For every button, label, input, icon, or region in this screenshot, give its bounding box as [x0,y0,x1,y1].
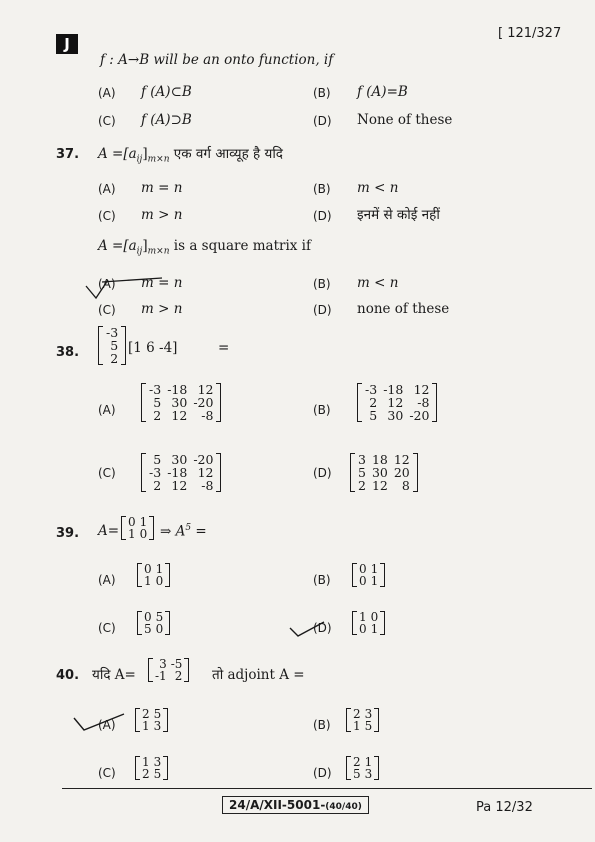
q38-opt-c-matrix: 5 30 -20 -3 -18 12 2 12 -8 [141,453,221,492]
q37-hi-opt-c-text: m > n [141,207,183,223]
q39-opt-a-label: (A) [98,573,116,587]
q38-equals: = [218,340,230,356]
q38-column-matrix: -3 5 2 [98,326,126,365]
q40-opt-c-matrix: 1 3 2 5 [135,756,168,780]
q39-opt-a-matrix: 0 1 1 0 [137,563,170,587]
q37-number: 37. [56,147,80,162]
q40-opt-d-label: (D) [313,766,332,780]
q39-opt-b-label: (B) [313,573,331,587]
q39-opt-b-matrix: 0 1 0 1 [352,563,385,587]
q36-opt-d-text: None of these [357,112,453,128]
q37-hi-opt-c-label: (C) [98,209,116,223]
q37-en-opt-b-label: (B) [313,277,331,291]
q37-hi-opt-b-text: m < n [357,180,399,196]
q40-opt-b-matrix: 2 3 1 5 [346,708,379,732]
q40-answer-tick-mark [70,708,130,736]
q37-hi-opt-a-label: (A) [98,182,116,196]
q36-opt-b-text: f (A)=B [357,84,408,100]
page-reference: [ 121/327 [498,26,562,41]
q37-hi-opt-d-text: इनमें से कोई नहीं [357,207,440,223]
page-number: Pa 12/32 [476,800,533,815]
q38-opt-c-label: (C) [98,466,116,480]
q37-en-opt-b-text: m < n [357,275,399,291]
q37-en-opt-a-label: (A) [98,277,116,291]
q40-post: तो adjoint A = [212,667,305,683]
q37-hi-opt-a-text: m = n [141,180,183,196]
q36-opt-c-label: (C) [98,114,116,128]
q37-en-opt-d-label: (D) [313,303,332,317]
q36-opt-c-text: f (A)⊃B [141,112,192,128]
q38-row-matrix: [1 6 -4] [128,340,178,356]
q40-matrix: 3 -5 -1 2 [148,658,189,682]
q37-hi-opt-d-label: (D) [313,209,332,223]
paper-code: 24/A/XII-5001-(40/40) [222,796,369,814]
q38-opt-d-label: (D) [313,466,332,480]
q38-number: 38. [56,345,80,360]
q36-opt-a-label: (A) [98,86,116,100]
q40-opt-a-matrix: 2 5 1 3 [135,708,168,732]
q37-answer-tick-mark [82,272,172,302]
q39-answer-tick-mark [288,618,328,640]
q37-en-opt-c-text: m > n [141,301,183,317]
q40-opt-c-label: (C) [98,766,116,780]
footer-rule [62,788,592,789]
q40-opt-b-label: (B) [313,718,331,732]
q37-en-opt-d-text: none of these [357,301,450,317]
q37-hi-opt-b-label: (B) [313,182,331,196]
q39-opt-d-label: (D) [313,621,332,635]
q38-opt-a-matrix: -3 -18 12 5 30 -20 2 12 -8 [141,383,221,422]
q36-opt-a-text: f (A)⊂B [141,84,192,100]
q36-opt-d-label: (D) [313,114,332,128]
q38-opt-d-matrix: 3 18 12 5 30 20 2 12 8 [350,453,418,492]
q37-en-opt-a-text: m = n [141,275,183,291]
q39-opt-c-matrix: 0 5 5 0 [137,611,170,635]
q37-en-opt-c-label: (C) [98,303,116,317]
q39-opt-c-label: (C) [98,621,116,635]
q37-stem-hindi: $A =[a_{ij}]_{m\times n}$ एक वर्ग आव्यूह है यदि [98,146,283,165]
q36-stem: f : A→B will be an onto function, if [100,52,334,68]
q37-stem-english: $A =[a_{ij}]_{m\times n}$ is a square matrix if [98,238,311,257]
q40-opt-d-matrix: 2 1 5 3 [346,756,379,780]
q40-opt-a-label: (A) [98,718,116,732]
q38-opt-b-label: (B) [313,403,331,417]
q40-number: 40. [56,668,80,683]
q36-opt-b-label: (B) [313,86,331,100]
q39-rhs: ⇒ $A^5$ = [160,523,207,540]
q39-opt-d-matrix: 1 0 0 1 [352,611,385,635]
q38-opt-b-matrix: -3 -18 12 2 12 -8 5 30 -20 [357,383,437,422]
q39-lhs: A= [98,523,120,539]
q38-opt-a-label: (A) [98,403,116,417]
set-badge: J [56,34,78,54]
q40-pre: यदि A= [92,667,136,683]
q39-matrix: 0 1 1 0 [121,516,154,540]
q39-number: 39. [56,526,80,541]
